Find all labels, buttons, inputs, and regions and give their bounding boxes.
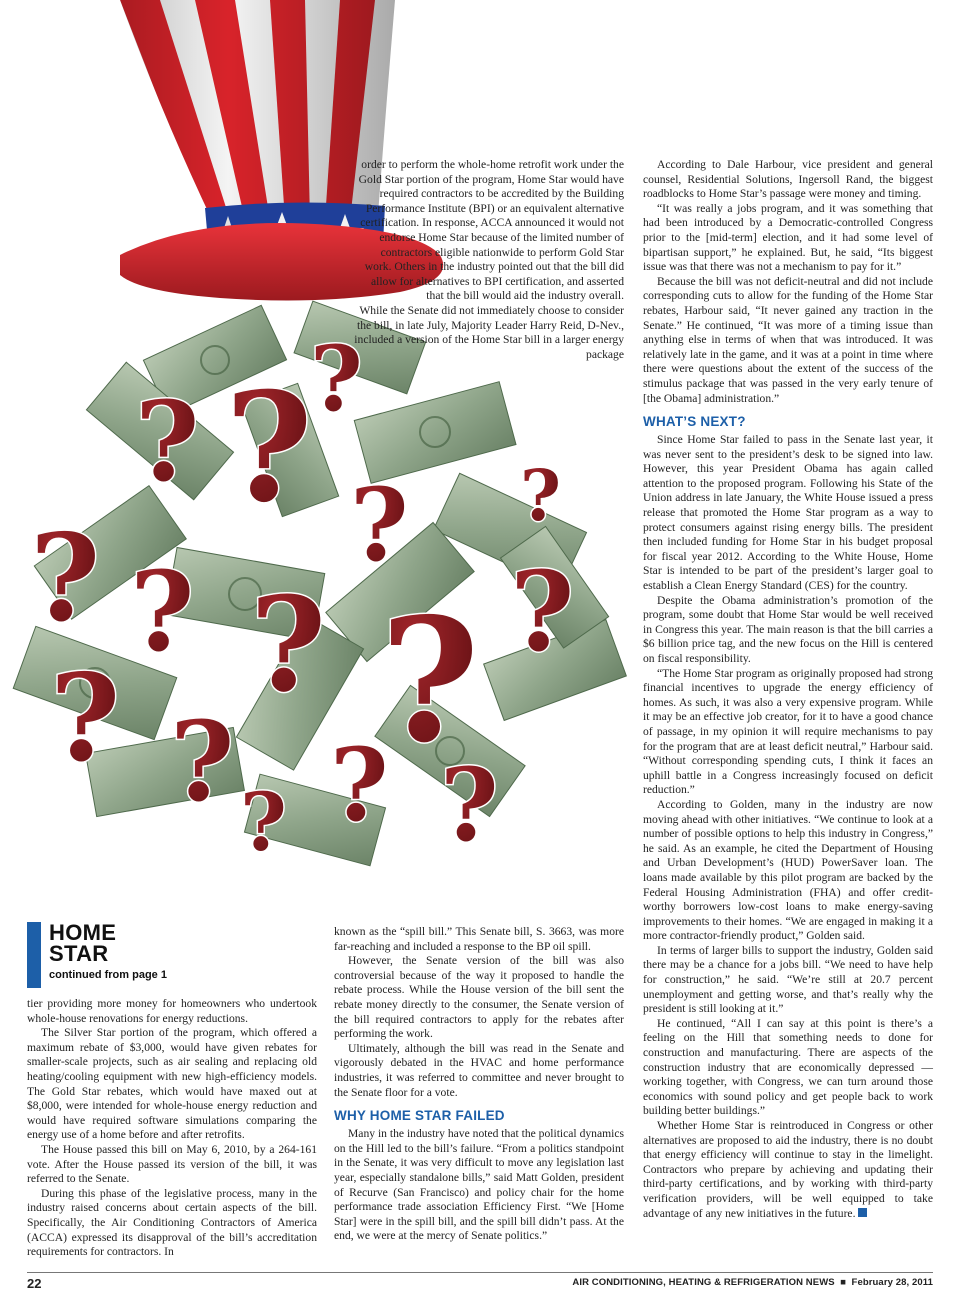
left-column xyxy=(27,997,317,1260)
svg-text:?: ? xyxy=(30,508,101,649)
article-paragraph: order to perform the whole-home retrofit work under the Gold Star portion of the program, Home Star would have required contractors to be accredited by the Building Performance Institute (BPI) or an equivalent alternative certification. In response, ACCA announced it would not endorse Home Star because of the limited number of contractors eligible nationwide to perform Gold Star work. Others in the industry pointed out that the bill did allow for alternatives to BPI certification, and asserted that the bill would aid the industry overall. xyxy=(358,158,624,303)
footer-separator-icon: ■ xyxy=(837,1277,849,1288)
article-paragraph: He continued, “All I can say at this point is there’s a feeling on the Hill that something needs to done for construction and manufacturing. There are aspects of the construction industry that are economically depressed — working together, with Congress, we can turn around those economics with sound policy and get people back to work building better buildings.” xyxy=(643,1016,933,1118)
article-paragraph: In terms of larger bills to support the industry, Golden said there may be a chance for a jobs bill. “We need to have help for construction,” he said. “We’re still at 20.7 percent unemployment and getting worse, and that’s really why the president is still looking at it.” xyxy=(643,943,933,1016)
article-paragraph: According to Golden, many in the industry are now moving ahead with other initiatives. “We continue to look at a number of possible options to help this industry in Congress,” he said. As an example, he cited the Department of Housing and Urban Development’s (HUD) PowerSaver loan. The loans made available by this pilot program are backed by the Federal Housing Administration (FHA) and offer credit-worthy borrowers low-cost loans to make energy-saving improvements to their homes. “We are engaged in making it a more contractor-friendly product,” Golden said. xyxy=(643,797,933,943)
svg-text:?: ? xyxy=(440,746,499,864)
svg-text:?: ? xyxy=(135,377,200,506)
article-paragraph: tier providing more money for homeowners who undertook whole-house renovations for energy reductions. xyxy=(27,997,317,1025)
right-column xyxy=(643,158,933,1221)
box-title xyxy=(49,922,116,964)
continued-box-heading xyxy=(27,922,227,988)
svg-text:?: ? xyxy=(240,775,287,869)
accent-bar xyxy=(27,922,41,988)
end-of-article-icon xyxy=(858,1208,867,1217)
top-middle-column xyxy=(352,158,624,362)
issue-date: February 28, 2011 xyxy=(851,1277,933,1288)
svg-text:?: ? xyxy=(380,581,480,781)
continued-from-label: continued from page 1 xyxy=(49,969,167,981)
hat-money-illustration xyxy=(0,0,640,880)
svg-text:?: ? xyxy=(520,454,562,537)
svg-text:?: ? xyxy=(170,697,235,826)
article-paragraph: “The Home Star program as originally proposed had strong financial incentives to upgrade the energy efficiency of homes. As such, it was also a very expensive program. While it may be an effective job creator, for it to have a good chance of passage, in my opinion it will require mechanisms to pay for the program that are at least deficit neutral,” Harbour said. “Without corresponding spending cuts, I think it faces an uphill battle in a Congress increasingly focused on deficit reduction.” xyxy=(643,666,933,797)
box-title-line: HOME xyxy=(49,920,117,945)
publication-name: AIR CONDITIONING, HEATING & REFRIGERATION NEWS xyxy=(572,1277,835,1288)
article-paragraph: Despite the Obama administration’s promotion of the program, some doubt that Home Star would be well received in Congress this year. The main reason is that the bill carries a $6 billion price tag, and the new focus on the Hill is centered on fiscal responsibility. xyxy=(643,593,933,665)
article-paragraph: “It was really a jobs program, and it was something that had been introduced by a Democratic-controlled Congress prior to the [mid-term] election, and it had some level of bipartisan support,” he explained. But, he said, “Its biggest issue was that there was not a mechanism to pay for it.” xyxy=(643,201,933,274)
article-paragraph: Since Home Star failed to pass in the Senate last year, it was never sent to the president’s desk to be signed into law. However, this year President Obama has again called attention to the proposed program. Following his State of the Union address in late January, the White House issued a press release that promoted the Home Star program as a way to protect consumers against rising energy bills. The president then included funding for Home Star in his budget proposal for fiscal year 2012. According to the White House, Home Star is intended to be part of the president’s larger goal to establish a Clean Energy Standard (CES) for the country. xyxy=(643,433,933,593)
svg-text:?: ? xyxy=(130,547,195,676)
final-paragraph-text: Whether Home Star is reintroduced in Congress or other alternatives are proposed to aid the industry, there is no doubt that energy efficiency will continue to stay in the limelight. Contractors who prepare by achieving and updating their third-party certifications, and by working with third-party verification providers, will be well equipped to take advantage of any new initiatives in the future. xyxy=(643,1119,933,1220)
middle-column xyxy=(334,925,624,1244)
article-paragraph xyxy=(643,1119,933,1221)
article-paragraph: known as the “spill bill.” This Senate bill, S. 3663, was more far-reaching and included a response to the BP oil spill. xyxy=(334,925,624,953)
svg-text:?: ? xyxy=(310,326,363,432)
article-paragraph: Because the bill was not deficit-neutral and did not include corresponding cuts to allow for the funding of the Home Star rebates, Harbour said, “It never gained any traction in the Senate.” He continued, “It was more of a timing issue than anything else in terms of when that was introduced. It was relatively late in the game, and it was at a point in time where there were questions about the extent of the success of the stimulus package that was passed in the very early tenure of [the Obama] administration.” xyxy=(643,274,933,405)
subhead-whats-next: WHAT’S NEXT? xyxy=(643,413,746,430)
box-title-line: STAR xyxy=(49,941,109,966)
footer-rule xyxy=(27,1272,933,1273)
svg-text:?: ? xyxy=(250,568,327,721)
svg-text:?: ? xyxy=(350,466,409,584)
article-paragraph: However, the Senate version of the bill was also controversial because of the way it proposed to handle the rebate process. While the House version of the bill sent the rebate money directly to the consumer, the Senate version of the bill required contractors to apply for the rebates after performing the work. xyxy=(334,954,624,1041)
svg-text:?: ? xyxy=(510,547,575,676)
publication-footer xyxy=(572,1277,933,1288)
article-paragraph: Ultimately, although the bill was read in the Senate and vigorously debated in the HVAC and home performance industries, it was referred to committee and never brought to the Senate floor for a vote. xyxy=(334,1041,624,1099)
svg-text:?: ? xyxy=(50,648,121,789)
article-paragraph: The Silver Star portion of the program, which offered a maximum rebate of $3,000, would have given rebates for smaller-scale projects, such as air sealing and replacing old heating/cooling equipment with new high-efficiency models. The Gold Star rebates, which would have maxed out at $8,000, were intended for whole-house energy reduction and would have required software simulations comparing the energy use of a home before and after retrofits. xyxy=(27,1026,317,1142)
subhead-why-home-star-failed: WHY HOME STAR FAILED xyxy=(334,1107,505,1124)
article-paragraph: According to Dale Harbour, vice president and general counsel, Residential Solutions, Ingersoll Rand, the biggest roadblocks to Home Star’s passage were money and timing. xyxy=(643,158,933,201)
article-paragraph: During this phase of the legislative process, many in the industry raised concerns about certain aspects of the bill. Specifically, the Air Conditioning Contractors of America (ACCA) expressed its disapproval of the bill’s accreditation requirements for contractors. In xyxy=(27,1186,317,1259)
article-paragraph: While the Senate did not immediately choose to consider the bill, in late July, Majority Leader Harry Reid, D-Nev., included a version of the Home Star bill in a larger energy package xyxy=(354,303,624,361)
page-number: 22 xyxy=(27,1276,42,1291)
svg-text:?: ? xyxy=(330,726,389,844)
article-paragraph: The House passed this bill on May 6, 2010, by a 264-161 vote. After the House passed its version of the bill, it was referred to the Senate. xyxy=(27,1142,317,1186)
article-paragraph: Many in the industry have noted that the political dynamics on the Hill led to the bill’s failure. “From a politics standpoint in the Senate, it was very difficult to move any legislation last year, especially standalone bills,” said Matt Golden, president of Recurve (San Francisco) and policy chair for the home performance trade association Efficiency First. “We [Home Star] were in the spill bill, and the spill bill didn’t pass. At the end, we were at the mercy of Senate politics.” xyxy=(334,1127,624,1243)
svg-text:?: ? xyxy=(225,360,313,536)
